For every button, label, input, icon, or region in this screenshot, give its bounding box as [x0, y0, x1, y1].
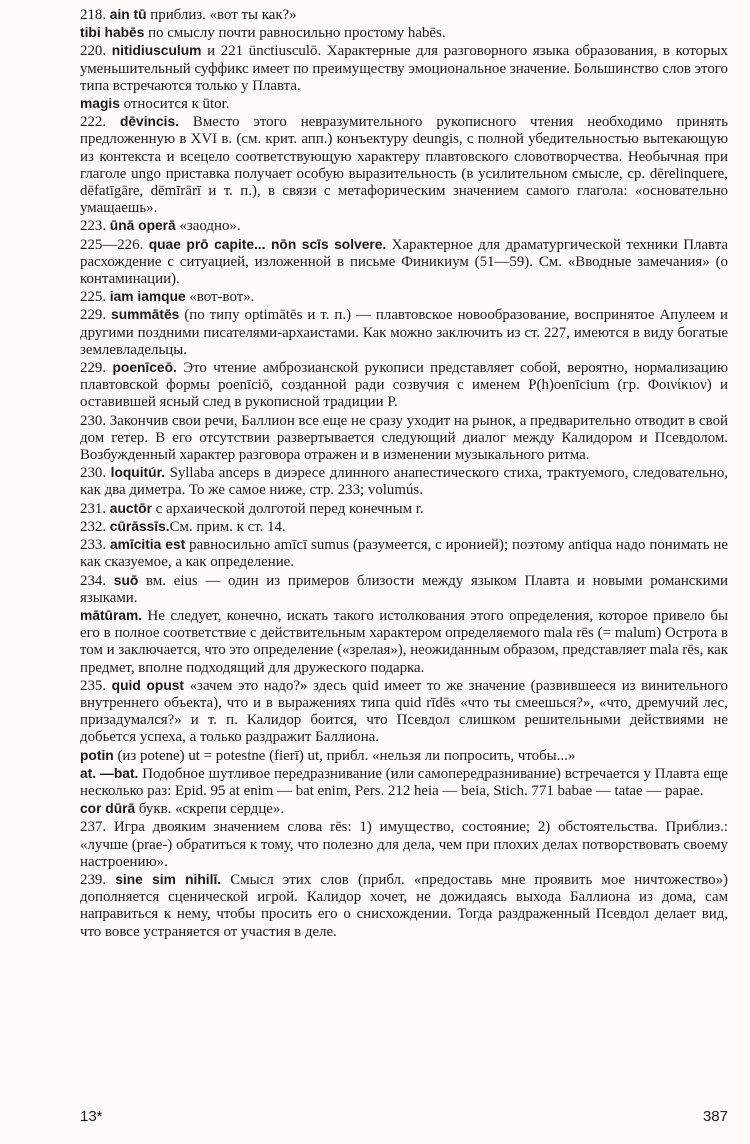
commentary-note	[80, 6, 728, 24]
note-line-number: 235.	[80, 677, 112, 694]
note-lemma: potin	[80, 747, 114, 763]
commentary-note	[80, 236, 728, 289]
note-lemma: dēvincis.	[119, 114, 180, 130]
note-line-number: 218.	[80, 7, 110, 23]
note-lemma: auctōr	[109, 500, 152, 516]
note-lemma: at. —bat.	[80, 765, 139, 781]
note-text: «зачем это надо?» здесь quid имеет то же значение (развившееся из винительного внутреннего объекта), что и в выражениях типа quid rīdēs «что ты смеешься?», «что, дремучий лес, призадумался?» и т. п. Калидор боится, что Псевдол слишком решительными действиями не добьется успеха, а только раздражит Баллиона.	[80, 677, 729, 746]
commentary-note	[80, 818, 728, 871]
page-number: 387	[702, 1108, 728, 1125]
note-text: Закончив свои речи, Баллион все еще не сразу уходит на рынок, а предварительно отводит в свой дом гетер. В его отсутствии развертывается следующий диалог между Калидором и Псевдолом. Возбужденный характер разговора отражен и в изменении музыкального ритма.	[80, 412, 729, 464]
note-lemma: suō	[113, 572, 139, 588]
note-line-number: 233.	[80, 537, 110, 554]
note-lemma: ain tū	[109, 7, 147, 22]
commentary-note	[80, 95, 728, 113]
commentary-note	[80, 747, 728, 765]
note-text: «заодно».	[175, 218, 241, 235]
note-line-number: 229.	[80, 307, 112, 324]
commentary-note	[80, 288, 728, 306]
note-text: (по типу optimātēs и т. п.) — плавтовское новообразование, воспринятое Апулеем и другими поздними писателями-архаистами. Как можно заключить из ст. 227, имеются в виду богатые землевладельцы.	[80, 307, 729, 358]
note-line-number: 220.	[80, 43, 112, 60]
note-lemma: ūnā operā	[109, 218, 176, 234]
note-text: равносильно amīcī sumus (разумеется, с иронией); поэтому antiqua надо понимать не как сказуемое, а как определение.	[80, 537, 729, 571]
note-text: Подобное шутливое передразнивание (или самопередразнивание) встречается у Плавта еще несколько раз: Epid. 95 at enim — bat enim, Pers. 212 heia — beia, Stich. 771 babae — tatae — papae.	[80, 765, 728, 799]
note-lemma: iam iamque	[109, 289, 186, 305]
commentary-note	[80, 871, 728, 941]
commentary-note	[80, 359, 728, 412]
note-text: вм. eius — один из примеров близости между языком Плавта и новыми романскими языками.	[80, 572, 729, 606]
note-text: по смыслу почти равносильно простому habēs.	[144, 25, 446, 42]
note-line-number: 225—226.	[80, 236, 149, 253]
note-text: Это чтение амброзианской рукописи представляет собой, вероятно, нормализацию плавтовской формы poenīciō, созданной ради созвучия с именем P(h)oenīcium (гр. Φοινίκιον) и оставившей ясный след в рукописной традиции P.	[80, 360, 728, 411]
note-text: с архаической долготой перед конечным r.	[151, 500, 424, 517]
note-lemma: cūrāssīs.	[109, 518, 170, 534]
note-text: Syllaba anceps в диэресе длинного анапестического стиха, трактуемого, следовательно, как два диметра. То же самое ниже, стр. 233; volumús.	[80, 465, 729, 499]
note-text: Смысл этих слов (прибл. «предоставь мне проявить мое ничтожество») дополняется сценической игрой. Калидор хочет, не дожидаясь выхода Баллиона из дома, сам направиться к нему, чтобы просить его о снисхождении. Тогда раздраженный Псевдол делает вид, что вовсе устраняется от участия в деле.	[80, 871, 729, 940]
note-lemma: loquitúr.	[110, 465, 166, 481]
commentary-note	[80, 412, 728, 465]
note-text: букв. «скрепи сердце».	[135, 801, 285, 818]
note-line-number: 229.	[80, 360, 113, 377]
commentary-note	[80, 536, 728, 571]
commentary-note	[80, 113, 728, 217]
note-text: (из potene) ut = potestne (fierī) ut, прибл. «нельзя ли попросить, чтобы...»	[113, 747, 576, 764]
note-lemma: cor dūrā	[80, 801, 136, 817]
note-line-number: 230.	[80, 465, 111, 482]
commentary-note	[80, 500, 728, 518]
note-text: Вместо этого невразумительного рукописного чтения необходимо принять предложенную в XVI в. (см. крит. апп.) конъектуру deungis, с полной убедительностью вытекающую из контекста и всецело соответствующую характеру плавтовского словотворчества. Необычная при глаголе ungo приставка получает особую выразительность (в усилительном смысле, ср. dērelinquere, dēfatīgāre, dēmīrārī и т. п.), в связи с метафорическим значением самого глагола: «основательно умащаешь».	[80, 114, 729, 217]
note-lemma: quae prō capite... nōn scīs solvere.	[148, 236, 387, 252]
note-lemma: quid opust	[111, 677, 185, 693]
commentary-note	[80, 572, 728, 607]
note-line-number: 231.	[80, 500, 110, 517]
note-line-number: 222.	[80, 114, 120, 131]
note-lemma: sine sim nihilī.	[115, 871, 222, 887]
note-line-number: 230.	[80, 412, 110, 429]
note-text: См. прим. к ст. 14.	[169, 518, 286, 535]
note-text: «вот-вот».	[185, 289, 255, 306]
note-lemma: summātēs	[111, 307, 180, 323]
note-text: Не следует, конечно, искать такого истолкования этого определения, которое привело бы его в полное соответствие с действительным характером определяемого mala rēs (= malum) Острота в том и заключается, что это определение («зрелая»), неожиданным образом, представляет mala rēs, как предмет, вполне подходящий для дружеского подарка.	[80, 607, 728, 676]
note-text: и 221 ūnctiusculō. Характерные для разговорного языка образования, в которых уменьшительный суффикс имеет по преимуществу эмоциональное значение. Большинство слов этого типа встречаются только у Плавта.	[80, 43, 728, 94]
commentary-note	[80, 42, 728, 95]
note-line-number: 237.	[80, 819, 114, 836]
note-lemma: tibi habēs	[80, 25, 145, 41]
note-lemma: amīcitia est	[109, 537, 186, 553]
page-footer	[80, 1108, 728, 1125]
note-lemma: poenīceō.	[112, 360, 177, 376]
note-line-number: 225.	[80, 289, 110, 306]
signature-mark: 13*	[80, 1108, 103, 1125]
commentary-note	[80, 800, 728, 818]
note-text: Игра двояким значением слова rēs: 1) имущество, состояние; 2) обстоятельства. Приблиз.: «лучше (prae-) обратиться к тому, что полезно для дела, чем при плохих делах потворствовать своему настроению».	[80, 819, 729, 870]
note-text: приблиз. «вот ты как?»	[146, 7, 297, 23]
commentary-note	[80, 765, 728, 800]
note-lemma: magis	[80, 96, 120, 112]
commentary-note	[80, 306, 728, 359]
note-line-number: 239.	[80, 871, 116, 888]
commentary-note	[80, 518, 728, 536]
note-text: относится к ūtor.	[119, 96, 230, 113]
commentary-note	[80, 217, 728, 235]
note-line-number: 223.	[80, 218, 110, 235]
note-line-number: 234.	[80, 572, 114, 589]
commentary-body	[80, 6, 728, 941]
commentary-note	[80, 677, 728, 747]
commentary-note	[80, 464, 728, 499]
note-lemma: nitidiusculum	[111, 43, 202, 59]
note-lemma: mātūram.	[80, 607, 143, 623]
note-text: Характерное для драматургической техники Плавта расхождение с ситуацией, изложенной в письме Финикиум (51—59). См. «Вводные замечания» (о контаминации).	[80, 236, 729, 288]
commentary-note	[80, 607, 728, 677]
commentary-note	[80, 24, 728, 42]
note-line-number: 232.	[80, 518, 110, 535]
